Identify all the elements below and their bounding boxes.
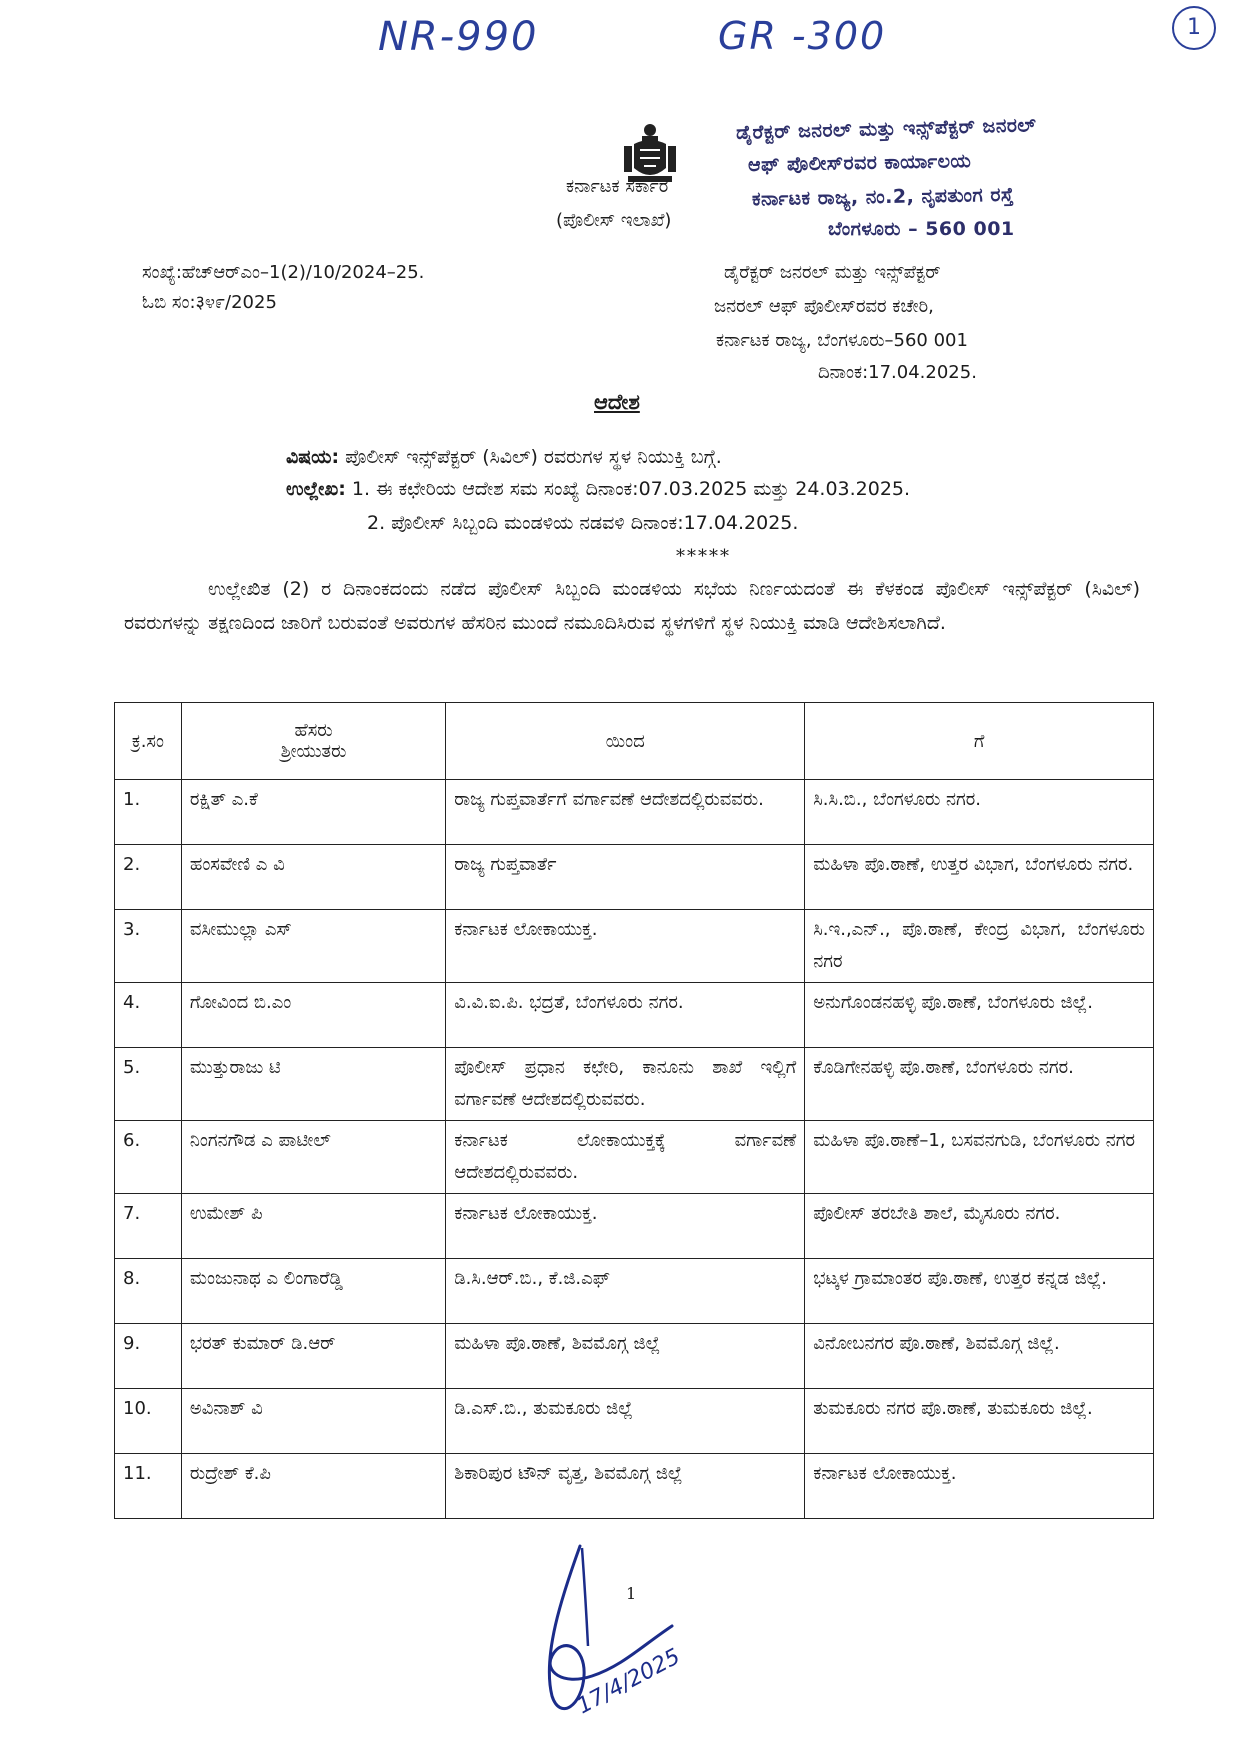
office-stamp-line-2: ಆಫ್ ಪೊಲೀಸ್‌ರವರ ಕಾರ್ಯಾಲಯ	[747, 150, 972, 176]
header-from: ಯಿಂದ	[446, 703, 805, 780]
office-address-line-1: ಡೈರೆಕ್ಟರ್ ಜನರಲ್ ಮತ್ತು ಇನ್ಸ್‌ಪೆಕ್ಟರ್	[724, 262, 941, 283]
row-name: ಹಂಸವೇಣಿ ಎ ವಿ	[181, 845, 445, 910]
reference-1-text: 1. ಈ ಕಛೇರಿಯ ಆದೇಶ ಸಮ ಸಂಖ್ಯೆ ದಿನಾಂಕ:07.03.2025 ಮತ್ತು 24.03.2025.	[351, 478, 911, 500]
department-name: (ಪೊಲೀಸ್ ಇಲಾಖೆ)	[556, 210, 672, 231]
table-row	[115, 1454, 1154, 1519]
subject-line	[286, 446, 722, 468]
order-date: ದಿನಾಂಕ:17.04.2025.	[818, 362, 977, 383]
row-to: ಕರ್ನಾಟಕ ಲೋಕಾಯುಕ್ತ.	[805, 1454, 1154, 1519]
header-name	[181, 703, 445, 780]
office-address-line-3: ಕರ್ನಾಟಕ ರಾಜ್ಯ, ಬೆಂಗಳೂರು–560 001	[716, 330, 968, 351]
page-number-circle: 1	[1172, 6, 1216, 50]
header-to: ಗೆ	[805, 703, 1154, 780]
table-row	[115, 983, 1154, 1048]
row-to: ಭಟ್ಕಳ ಗ್ರಾಮಾಂತರ ಪೊ.ಠಾಣೆ, ಉತ್ತರ ಕನ್ನಡ ಜಿಲ್ಲೆ.	[805, 1259, 1154, 1324]
ob-number: ಓಬಿ ಸಂ:३೪೯/2025	[142, 292, 277, 313]
row-from: ಪೊಲೀಸ್ ಪ್ರಧಾನ ಕಛೇರಿ, ಕಾನೂನು ಶಾಖೆ ಇಲ್ಲಿಗೆ ವರ್ಗಾವಣೆ ಆದೇಶದಲ್ಲಿರುವವರು.	[446, 1048, 805, 1121]
subject-text: ಪೊಲೀಸ್ ಇನ್ಸ್‌ಪೆಕ್ಟರ್ (ಸಿವಿಲ್) ರವರುಗಳ ಸ್ಥಳ ನಿಯುಕ್ತಿ ಬಗ್ಗೆ.	[345, 446, 722, 468]
row-serial: 11.	[115, 1454, 182, 1519]
row-from: ಮಹಿಳಾ ಪೊ.ಠಾಣೆ, ಶಿವಮೊಗ್ಗ ಜಿಲ್ಲೆ	[446, 1324, 805, 1389]
row-name: ವಸೀಮುಲ್ಲಾ ಎಸ್	[181, 910, 445, 983]
table-row	[115, 1324, 1154, 1389]
office-address-line-2: ಜನರಲ್ ಆಫ್ ಪೊಲೀಸ್‌ರವರ ಕಚೇರಿ,	[714, 296, 934, 317]
transfer-table	[114, 702, 1154, 1519]
row-from: ಡಿ.ಸಿ.ಆರ್.ಬಿ., ಕೆ.ಜಿ.ಎಫ್	[446, 1259, 805, 1324]
row-serial: 9.	[115, 1324, 182, 1389]
header-name-line-2: ಶ್ರೀಯುತರು	[280, 741, 347, 762]
table-header-row	[115, 703, 1154, 780]
handwritten-note-left: NR-990	[378, 14, 539, 60]
table-row	[115, 780, 1154, 845]
header-serial: ಕ್ರ.ಸಂ	[115, 703, 182, 780]
header-name-line-1: ಹೆಸರು	[294, 720, 333, 741]
row-to: ತುಮಕೂರು ನಗರ ಪೊ.ಠಾಣೆ, ತುಮಕೂರು ಜಿಲ್ಲೆ.	[805, 1389, 1154, 1454]
row-from: ರಾಜ್ಯ ಗುಪ್ತವಾರ್ತೆಗೆ ವರ್ಗಾವಣೆ ಆದೇಶದಲ್ಲಿರುವವರು.	[446, 780, 805, 845]
office-stamp-line-4: ಬೆಂಗಳೂರು – 560 001	[828, 218, 1015, 240]
row-name: ರುದ್ರೇಶ್ ಕೆ.ಪಿ	[181, 1454, 445, 1519]
subject-label: ವಿಷಯ:	[286, 446, 340, 468]
row-name: ರಕ್ಷಿತ್ ಎ.ಕೆ	[181, 780, 445, 845]
row-from: ಕರ್ನಾಟಕ ಲೋಕಾಯುಕ್ತಕ್ಕೆ ವರ್ಗಾವಣೆ ಆದೇಶದಲ್ಲಿರುವವರು.	[446, 1121, 805, 1194]
table-row	[115, 1259, 1154, 1324]
row-name: ಭರತ್ ಕುಮಾರ್ ಡಿ.ಆರ್	[181, 1324, 445, 1389]
table-row	[115, 845, 1154, 910]
row-serial: 4.	[115, 983, 182, 1048]
row-to: ಸಿ.ಇ.,ಎನ್., ಪೊ.ಠಾಣೆ, ಕೇಂದ್ರ ವಿಭಾಗ, ಬೆಂಗಳೂರು ನಗರ	[805, 910, 1154, 983]
row-from: ಡಿ.ಎಸ್.ಬಿ., ತುಮಕೂರು ಜಿಲ್ಲೆ	[446, 1389, 805, 1454]
order-body-paragraph: ಉಲ್ಲೇಖಿತ (2) ರ ದಿನಾಂಕದಂದು ನಡೆದ ಪೊಲೀಸ್ ಸಿಬ್ಬಂದಿ ಮಂಡಳಿಯ ಸಭೆಯ ನಿರ್ಣಯದಂತೆ ಈ ಕೆಳಕಂಡ ಪೊಲೀಸ್ ಇನ್ಸ್‌ಪೆಕ್ಟರ್ (ಸಿವಿಲ್) ರವರುಗಳನ್ನು ತಕ್ಷಣದಿಂದ ಜಾರಿಗೆ ಬರುವಂತೆ ಅವರುಗಳ ಹೆಸರಿನ ಮುಂದೆ ನಮೂದಿಸಿರುವ ಸ್ಥಳಗಳಿಗೆ ಸ್ಥಳ ನಿಯುಕ್ತಿ ಮಾಡಿ ಆದೇಶಿಸಲಾಗಿದೆ.	[124, 578, 1140, 634]
table-row	[115, 1194, 1154, 1259]
row-serial: 10.	[115, 1389, 182, 1454]
row-serial: 3.	[115, 910, 182, 983]
row-name: ಗೋವಿಂದ ಬಿ.ಎಂ	[181, 983, 445, 1048]
row-from: ರಾಜ್ಯ ಗುಪ್ತವಾರ್ತೆ	[446, 845, 805, 910]
row-serial: 5.	[115, 1048, 182, 1121]
reference-label: ಉಲ್ಲೇಖ:	[286, 478, 346, 500]
svg-text:17/4/2025: 17/4/2025	[573, 1644, 685, 1720]
separator-stars: *****	[676, 546, 731, 567]
row-name: ಮುತ್ತುರಾಜು ಟಿ	[181, 1048, 445, 1121]
page-number: 1	[626, 1584, 637, 1603]
row-serial: 7.	[115, 1194, 182, 1259]
row-name: ಉಮೇಶ್ ಪಿ	[181, 1194, 445, 1259]
table-row	[115, 910, 1154, 983]
row-to: ಮಹಿಳಾ ಪೊ.ಠಾಣೆ–1, ಬಸವನಗುಡಿ, ಬೆಂಗಳೂರು ನಗರ	[805, 1121, 1154, 1194]
reference-number: ಸಂಖ್ಯೆ:ಹೆಚ್‌ಆರ್‌ಎಂ–1(2)/10/2024–25.	[142, 262, 425, 283]
handwritten-signature	[522, 1536, 722, 1726]
government-name: ಕರ್ನಾಟಕ ಸರ್ಕಾರ	[566, 176, 669, 197]
row-serial: 1.	[115, 780, 182, 845]
row-to: ವಿನೋಬನಗರ ಪೊ.ಠಾಣೆ, ಶಿವಮೊಗ್ಗ ಜಿಲ್ಲೆ.	[805, 1324, 1154, 1389]
row-name: ಅವಿನಾಶ್ ವಿ	[181, 1389, 445, 1454]
table-row	[115, 1121, 1154, 1194]
row-to: ಪೊಲೀಸ್ ತರಬೇತಿ ಶಾಲೆ, ಮೈಸೂರು ನಗರ.	[805, 1194, 1154, 1259]
row-to: ಸಿ.ಸಿ.ಬಿ., ಬೆಂಗಳೂರು ನಗರ.	[805, 780, 1154, 845]
office-stamp-line-1: ಡೈರೆಕ್ಟರ್ ಜನರಲ್ ಮತ್ತು ಇನ್ಸ್‌ಪೆಕ್ಟರ್ ಜನರಲ್	[735, 114, 1037, 144]
row-to: ಕೊಡಿಗೇನಹಳ್ಳಿ ಪೊ.ಠಾಣೆ, ಬೆಂಗಳೂರು ನಗರ.	[805, 1048, 1154, 1121]
row-to: ಅನುಗೊಂಡನಹಳ್ಳಿ ಪೊ.ಠಾಣೆ, ಬೆಂಗಳೂರು ಜಿಲ್ಲೆ.	[805, 983, 1154, 1048]
row-name: ನಿಂಗನಗೌಡ ಎ ಪಾಟೀಲ್	[181, 1121, 445, 1194]
row-from: ಶಿಕಾರಿಪುರ ಟೌನ್ ವೃತ್ತ, ಶಿವಮೊಗ್ಗ ಜಿಲ್ಲೆ	[446, 1454, 805, 1519]
row-name: ಮಂಜುನಾಥ ಎ ಲಿಂಗಾರೆಡ್ಡಿ	[181, 1259, 445, 1324]
handwritten-note-right: GR -300	[718, 14, 887, 58]
row-from: ಕರ್ನಾಟಕ ಲೋಕಾಯುಕ್ತ.	[446, 1194, 805, 1259]
row-serial: 6.	[115, 1121, 182, 1194]
table-row	[115, 1389, 1154, 1454]
row-serial: 2.	[115, 845, 182, 910]
reference-line-1	[286, 478, 910, 500]
row-to: ಮಹಿಳಾ ಪೊ.ಠಾಣೆ, ಉತ್ತರ ವಿಭಾಗ, ಬೆಂಗಳೂರು ನಗರ.	[805, 845, 1154, 910]
office-stamp-line-3: ಕರ್ನಾಟಕ ರಾಜ್ಯ, ನಂ.2, ನೃಪತುಂಗ ರಸ್ತೆ	[751, 183, 1015, 211]
reference-line-2: 2. ಪೊಲೀಸ್ ಸಿಬ್ಬಂದಿ ಮಂಡಳಿಯ ನಡವಳಿ ದಿನಾಂಕ:17.04.2025.	[367, 512, 799, 534]
row-from: ವಿ.ವಿ.ಐ.ಪಿ. ಭದ್ರತೆ, ಬೆಂಗಳೂರು ನಗರ.	[446, 983, 805, 1048]
row-serial: 8.	[115, 1259, 182, 1324]
table-row	[115, 1048, 1154, 1121]
order-heading: ಆದೇಶ	[594, 390, 640, 414]
row-from: ಕರ್ನಾಟಕ ಲೋಕಾಯುಕ್ತ.	[446, 910, 805, 983]
